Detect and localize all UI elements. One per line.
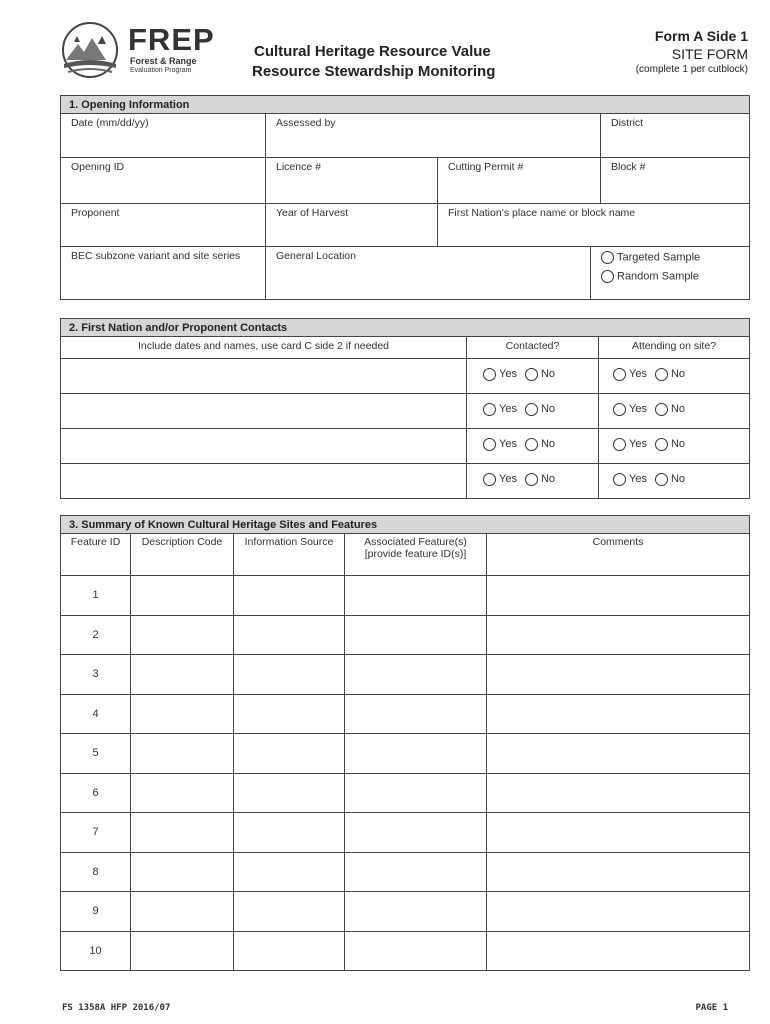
form-identifier [636, 28, 748, 75]
table-cell[interactable] [487, 734, 749, 774]
form-code: FS 1358A HFP 2016/07 [62, 1003, 171, 1013]
radio-icon[interactable] [525, 438, 538, 451]
field-label: Assessed by [276, 117, 336, 129]
section-title: 2. First Nation and/or Proponent Contacts [61, 319, 749, 337]
contact-name-cell[interactable] [61, 394, 467, 429]
field-label: Proponent [71, 207, 120, 219]
table-cell[interactable] [131, 655, 234, 695]
page-number: PAGE 1 [695, 1003, 728, 1013]
block-field[interactable] [601, 158, 749, 204]
table-cell[interactable] [487, 853, 749, 893]
table-cell[interactable] [487, 774, 749, 814]
table-cell[interactable] [131, 734, 234, 774]
table-cell[interactable] [345, 695, 487, 735]
table-cell[interactable] [487, 655, 749, 695]
table-cell[interactable] [131, 695, 234, 735]
table-cell[interactable] [234, 734, 345, 774]
yes-label: Yes [629, 403, 647, 416]
table-cell[interactable] [131, 853, 234, 893]
contact-name-cell[interactable] [61, 359, 467, 394]
col-header: Feature ID [61, 534, 131, 576]
feature-id-cell: 8 [61, 853, 131, 893]
col-header: Associated Feature(s) [provide feature ID(s)] [345, 534, 487, 576]
first-nation-place-field[interactable] [438, 204, 749, 247]
radio-icon[interactable] [601, 270, 614, 283]
col-header: Comments [487, 534, 749, 576]
attending-cell [599, 359, 749, 394]
yes-label: Yes [629, 473, 647, 486]
contacted-cell [467, 394, 599, 429]
table-cell[interactable] [345, 892, 487, 932]
no-label: No [670, 438, 686, 451]
table-cell[interactable] [345, 655, 487, 695]
radio-icon[interactable] [613, 438, 626, 451]
radio-icon[interactable] [483, 473, 496, 486]
form-type: SITE FORM [671, 46, 748, 62]
targeted-sample-option[interactable] [601, 251, 739, 264]
form-note: (complete 1 per cutblock) [635, 64, 748, 75]
proponent-field[interactable] [61, 204, 266, 247]
table-cell[interactable] [131, 576, 234, 616]
no-label: No [540, 368, 556, 381]
yes-label: Yes [499, 473, 517, 486]
table-cell[interactable] [131, 932, 234, 972]
field-label: Year of Harvest [276, 207, 348, 219]
section-known-sites [60, 515, 750, 971]
contacted-cell [467, 359, 599, 394]
no-label: No [670, 368, 686, 381]
col-header-attending: Attending on site? [599, 337, 749, 359]
table-cell[interactable] [131, 616, 234, 656]
form-title-line1: Cultural Heritage Resource Value [254, 43, 491, 60]
feature-id-cell: 2 [61, 616, 131, 656]
table-cell[interactable] [487, 616, 749, 656]
yes-label: Yes [629, 368, 647, 381]
option-label: Random Sample [617, 270, 699, 283]
field-label: Date (mm/dd/yy) [71, 117, 149, 129]
option-label: Targeted Sample [617, 251, 701, 264]
contact-name-cell[interactable] [61, 429, 467, 464]
sample-type-group [591, 247, 749, 299]
feature-id-cell: 1 [61, 576, 131, 616]
table-cell[interactable] [487, 576, 749, 616]
table-cell[interactable] [345, 774, 487, 814]
section-contacts [60, 318, 750, 499]
table-cell[interactable] [345, 734, 487, 774]
table-cell[interactable] [487, 932, 749, 972]
contacted-cell [467, 464, 599, 499]
feature-id-cell: 3 [61, 655, 131, 695]
attending-cell [599, 394, 749, 429]
no-label: No [670, 403, 686, 416]
known-sites-table [61, 534, 749, 971]
yes-label: Yes [499, 438, 517, 451]
logo-wordmark: FREP [128, 22, 215, 57]
table-cell[interactable] [131, 892, 234, 932]
radio-icon[interactable] [655, 438, 668, 451]
table-cell[interactable] [345, 813, 487, 853]
logo-subtitle: Forest & Range [130, 56, 197, 66]
field-label: Cutting Permit # [448, 161, 524, 173]
table-cell[interactable] [487, 813, 749, 853]
table-cell[interactable] [234, 576, 345, 616]
table-cell[interactable] [487, 695, 749, 735]
general-location-field[interactable] [266, 247, 591, 299]
field-label: Block # [611, 161, 646, 173]
yes-label: Yes [499, 368, 517, 381]
feature-id-cell: 5 [61, 734, 131, 774]
radio-icon[interactable] [655, 473, 668, 486]
opening-id-field[interactable] [61, 158, 266, 204]
field-label: Licence # [276, 161, 321, 173]
form-id: Form A Side 1 [654, 28, 748, 44]
attending-cell [599, 429, 749, 464]
feature-id-cell: 4 [61, 695, 131, 735]
table-cell[interactable] [234, 616, 345, 656]
feature-id-cell: 6 [61, 774, 131, 814]
radio-icon[interactable] [525, 473, 538, 486]
col-header-names: Include dates and names, use card C side 2 if needed [61, 337, 467, 359]
radio-icon[interactable] [483, 438, 496, 451]
table-cell[interactable] [345, 853, 487, 893]
table-cell[interactable] [234, 853, 345, 893]
table-cell[interactable] [131, 774, 234, 814]
radio-icon[interactable] [525, 403, 538, 416]
field-label: District [611, 117, 644, 129]
date-field[interactable] [61, 114, 266, 158]
yes-label: Yes [499, 403, 517, 416]
table-cell[interactable] [345, 576, 487, 616]
table-cell[interactable] [234, 695, 345, 735]
form-title-line2: Resource Stewardship Monitoring [252, 63, 496, 80]
feature-id-cell: 9 [61, 892, 131, 932]
radio-icon[interactable] [613, 473, 626, 486]
cutting-permit-field[interactable] [438, 158, 601, 204]
contact-name-cell[interactable] [61, 464, 467, 499]
no-label: No [670, 473, 686, 486]
attending-cell [599, 464, 749, 499]
field-label: BEC subzone variant and site series [71, 250, 241, 262]
col-header-contacted: Contacted? [467, 337, 599, 359]
field-label: General Location [276, 250, 356, 262]
table-cell[interactable] [234, 655, 345, 695]
table-cell[interactable] [234, 813, 345, 853]
radio-icon[interactable] [601, 251, 614, 264]
bec-field[interactable] [61, 247, 266, 299]
section-opening-information [60, 95, 750, 300]
contacted-cell [467, 429, 599, 464]
year-of-harvest-field[interactable] [266, 204, 438, 247]
table-cell[interactable] [345, 932, 487, 972]
col-header: Information Source [234, 534, 345, 576]
table-cell[interactable] [234, 774, 345, 814]
radio-icon[interactable] [613, 368, 626, 381]
no-label: No [540, 403, 556, 416]
yes-label: Yes [629, 438, 647, 451]
table-cell[interactable] [345, 616, 487, 656]
logo-subtitle-2: Evaluation Program [130, 67, 192, 74]
radio-icon[interactable] [483, 368, 496, 381]
licence-field[interactable] [266, 158, 438, 204]
feature-id-cell: 10 [61, 932, 131, 972]
col-header: Description Code [131, 534, 234, 576]
no-label: No [540, 473, 556, 486]
random-sample-option[interactable] [601, 270, 739, 283]
table-cell[interactable] [487, 892, 749, 932]
radio-icon[interactable] [613, 403, 626, 416]
section-title: 1. Opening Information [61, 96, 749, 114]
field-label: First Nation’s place name or block name [448, 207, 636, 219]
assessed-by-field[interactable] [266, 114, 601, 158]
table-cell[interactable] [234, 892, 345, 932]
no-label: No [540, 438, 556, 451]
contacts-table [61, 337, 749, 499]
section-title: 3. Summary of Known Cultural Heritage Sites and Features [61, 516, 749, 534]
district-field[interactable] [601, 114, 749, 158]
radio-icon[interactable] [655, 368, 668, 381]
radio-icon[interactable] [483, 403, 496, 416]
radio-icon[interactable] [525, 368, 538, 381]
table-cell[interactable] [234, 932, 345, 972]
field-label: Opening ID [71, 161, 125, 173]
radio-icon[interactable] [655, 403, 668, 416]
feature-id-cell: 7 [61, 813, 131, 853]
table-cell[interactable] [131, 813, 234, 853]
